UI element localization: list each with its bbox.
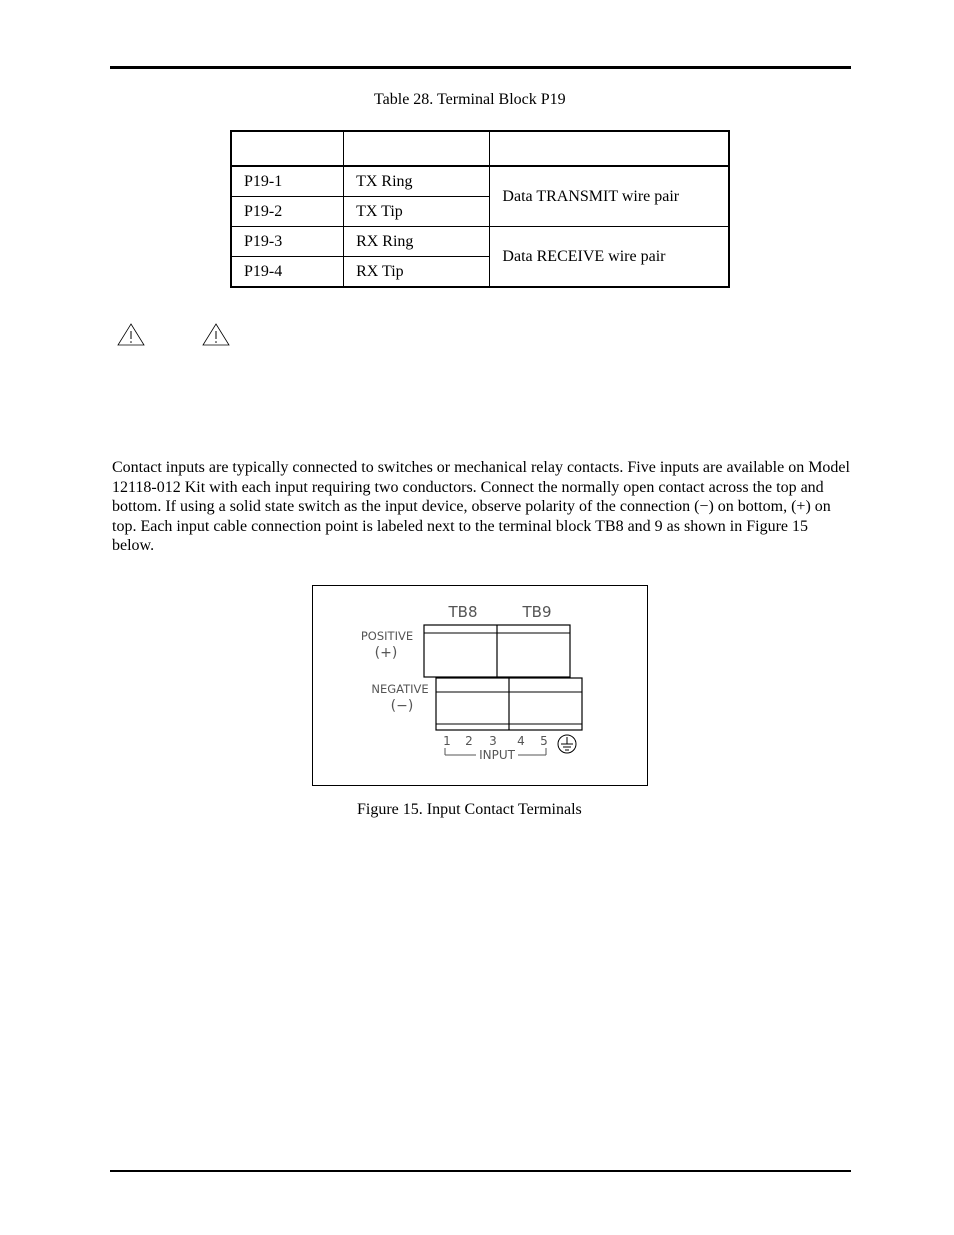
header-rule: [110, 66, 851, 69]
positive-sign: (+): [374, 645, 398, 661]
input-number: 1: [443, 734, 451, 748]
pin-cell: P19-4: [231, 257, 344, 288]
signal-cell: RX Tip: [344, 257, 490, 288]
signal-cell: TX Tip: [344, 197, 490, 227]
figure-caption: Figure 15. Input Contact Terminals: [357, 801, 582, 818]
header-description: [490, 131, 729, 166]
description-cell: Data TRANSMIT wire pair: [490, 166, 729, 227]
signal-cell: TX Ring: [344, 166, 490, 197]
input-number: 4: [517, 734, 525, 748]
tb9-label: TB9: [522, 603, 552, 621]
input-number: 5: [540, 734, 548, 748]
table-caption: Table 28. Terminal Block P19: [374, 91, 566, 108]
negative-sign: (−): [390, 698, 414, 714]
signal-cell: RX Ring: [344, 227, 490, 257]
pin-cell: P19-3: [231, 227, 344, 257]
header-pin: [231, 131, 344, 166]
pin-cell: P19-1: [231, 166, 344, 197]
header-signal: [344, 131, 490, 166]
positive-label: POSITIVE: [360, 629, 414, 643]
positive-terminal-block: [424, 625, 570, 677]
tb8-label: TB8: [448, 603, 478, 621]
input-number: 2: [465, 734, 473, 748]
table-row: [231, 227, 729, 257]
negative-label: NEGATIVE: [371, 682, 429, 696]
table-header-row: [231, 131, 729, 166]
warning-triangle-icon: [201, 323, 231, 347]
terminal-block-table: [230, 130, 730, 288]
input-number: 3: [489, 734, 497, 748]
pin-cell: P19-2: [231, 197, 344, 227]
negative-terminal-block: [436, 678, 582, 730]
terminal-diagram: [313, 586, 649, 787]
warning-triangle-icon: [116, 323, 146, 347]
ground-symbol-icon: [558, 735, 576, 753]
table-row: [231, 166, 729, 197]
input-label: INPUT: [479, 748, 515, 762]
footer-rule: [110, 1170, 851, 1172]
description-cell: Data RECEIVE wire pair: [490, 227, 729, 288]
figure-input-contact-terminals: [312, 585, 648, 786]
body-paragraph: Contact inputs are typically connected to switches or mechanical relay contacts. Five inputs are available on Model 12118-012 Kit with each input requiring two conductors. Connect the normally open contact across the top and bottom. If using a solid state switch as the input device, observe polarity of the connection (−) on bottom, (+) on top. Each input cable connection point is labeled next to the terminal block TB8 and 9 as shown in Figure 15 below.: [112, 459, 850, 555]
